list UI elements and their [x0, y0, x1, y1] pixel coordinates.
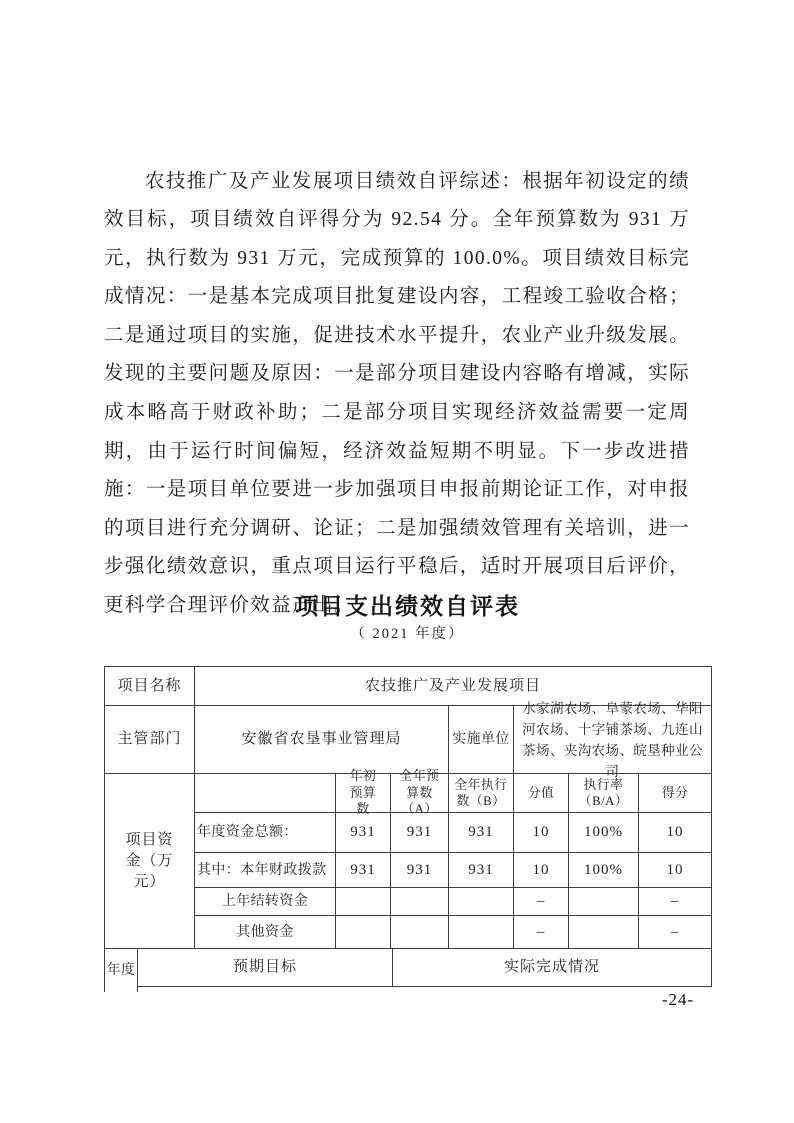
- expected-goal-header: 预期目标: [137, 948, 393, 987]
- self-evaluation-summary: 农技推广及产业发展项目绩效自评综述：根据年初设定的绩效目标，项目绩效自评得分为 92.54 分。全年预算数为 931 万元，执行数为 931 万元，完成预算的 100.0%。项目绩效目标完成情况：一是基本完成项目批复建设内容，工程竣工验收合格；二是通过项目的实施，促进技术水平提升，农业产业升级发展。发现的主要问题及原因：一是部分项目建设内容略有增减，实际成本略高于财政补助；二是部分项目实现经济效益需要一定周期，由于运行时间偏短，经济效益短期不明显。下一步改进措施：一是项目单位要进一步加强项目申报前期论证工作，对申报的项目进行充分调研、论证；二是加强绩效管理有关培训，进一步强化绩效意识，重点项目运行平稳后，适时开展项目后评价，更科学合理评价效益产出。: [104, 170, 690, 617]
- project-funds-label: 项目资金（万元）: [104, 773, 195, 949]
- funds-cell: 100%: [568, 812, 639, 853]
- funds-cell: 10: [513, 852, 569, 888]
- funds-cell: 931: [448, 812, 514, 853]
- funds-cell: 10: [638, 852, 712, 888]
- funds-cell: 100%: [568, 852, 639, 888]
- funds-cell: [335, 915, 391, 949]
- funds-row-label: 其他资金: [194, 915, 336, 949]
- funds-cell: 931: [448, 852, 514, 888]
- funds-header-score: 得分: [638, 773, 712, 813]
- funds-row-label: 年度资金总额：: [194, 812, 336, 853]
- implementing-unit-label: 实施单位: [448, 705, 514, 774]
- actual-completion-header: 实际完成情况: [392, 948, 712, 987]
- table-subtitle: （ 2021 年度）: [350, 626, 465, 642]
- competent-department-value: 安徽省农垦事业管理局: [194, 705, 449, 774]
- funds-cell: [568, 915, 639, 949]
- funds-cell: –: [638, 915, 712, 949]
- funds-cell: 931: [390, 852, 449, 888]
- funds-cell: 931: [390, 812, 449, 853]
- funds-header-initial-budget: 年初预算数: [335, 773, 391, 813]
- funds-cell: [448, 887, 514, 916]
- table-title: 项目支出绩效自评表: [295, 593, 520, 619]
- funds-cell: [448, 915, 514, 949]
- year-label: 年度: [104, 948, 138, 992]
- project-name-label: 项目名称: [104, 666, 195, 706]
- page-number: -24-: [661, 990, 695, 1009]
- funds-header-annual-execution: 全年执行数（B）: [448, 773, 514, 813]
- funds-cell: –: [513, 887, 569, 916]
- funds-cell: 931: [335, 852, 391, 888]
- funds-cell: [390, 915, 449, 949]
- funds-cell: [568, 887, 639, 916]
- funds-header-execution-rate: 执行率（B/A）: [568, 773, 639, 813]
- funds-row-label: 上年结转资金: [194, 887, 336, 916]
- funds-cell: –: [638, 887, 712, 916]
- funds-cell: 931: [335, 812, 391, 853]
- funds-cell: –: [513, 915, 569, 949]
- funds-header-empty-cell: [194, 773, 336, 813]
- funds-cell: 10: [638, 812, 712, 853]
- project-name-value: 农技推广及产业发展项目: [194, 666, 712, 706]
- funds-cell: [335, 887, 391, 916]
- funds-cell: 10: [513, 812, 569, 853]
- funds-header-annual-budget: 全年预算数（A）: [390, 773, 449, 813]
- competent-department-label: 主管部门: [104, 705, 195, 774]
- funds-cell: [390, 887, 449, 916]
- funds-header-score-value: 分值: [513, 773, 569, 813]
- funds-row-label: 其中：本年财政拨款: [194, 852, 336, 888]
- implementing-unit-value: 水家湖农场、阜蒙农场、华阳河农场、十字铺茶场、九连山茶场、夹沟农场、皖垦种业公司: [513, 705, 712, 774]
